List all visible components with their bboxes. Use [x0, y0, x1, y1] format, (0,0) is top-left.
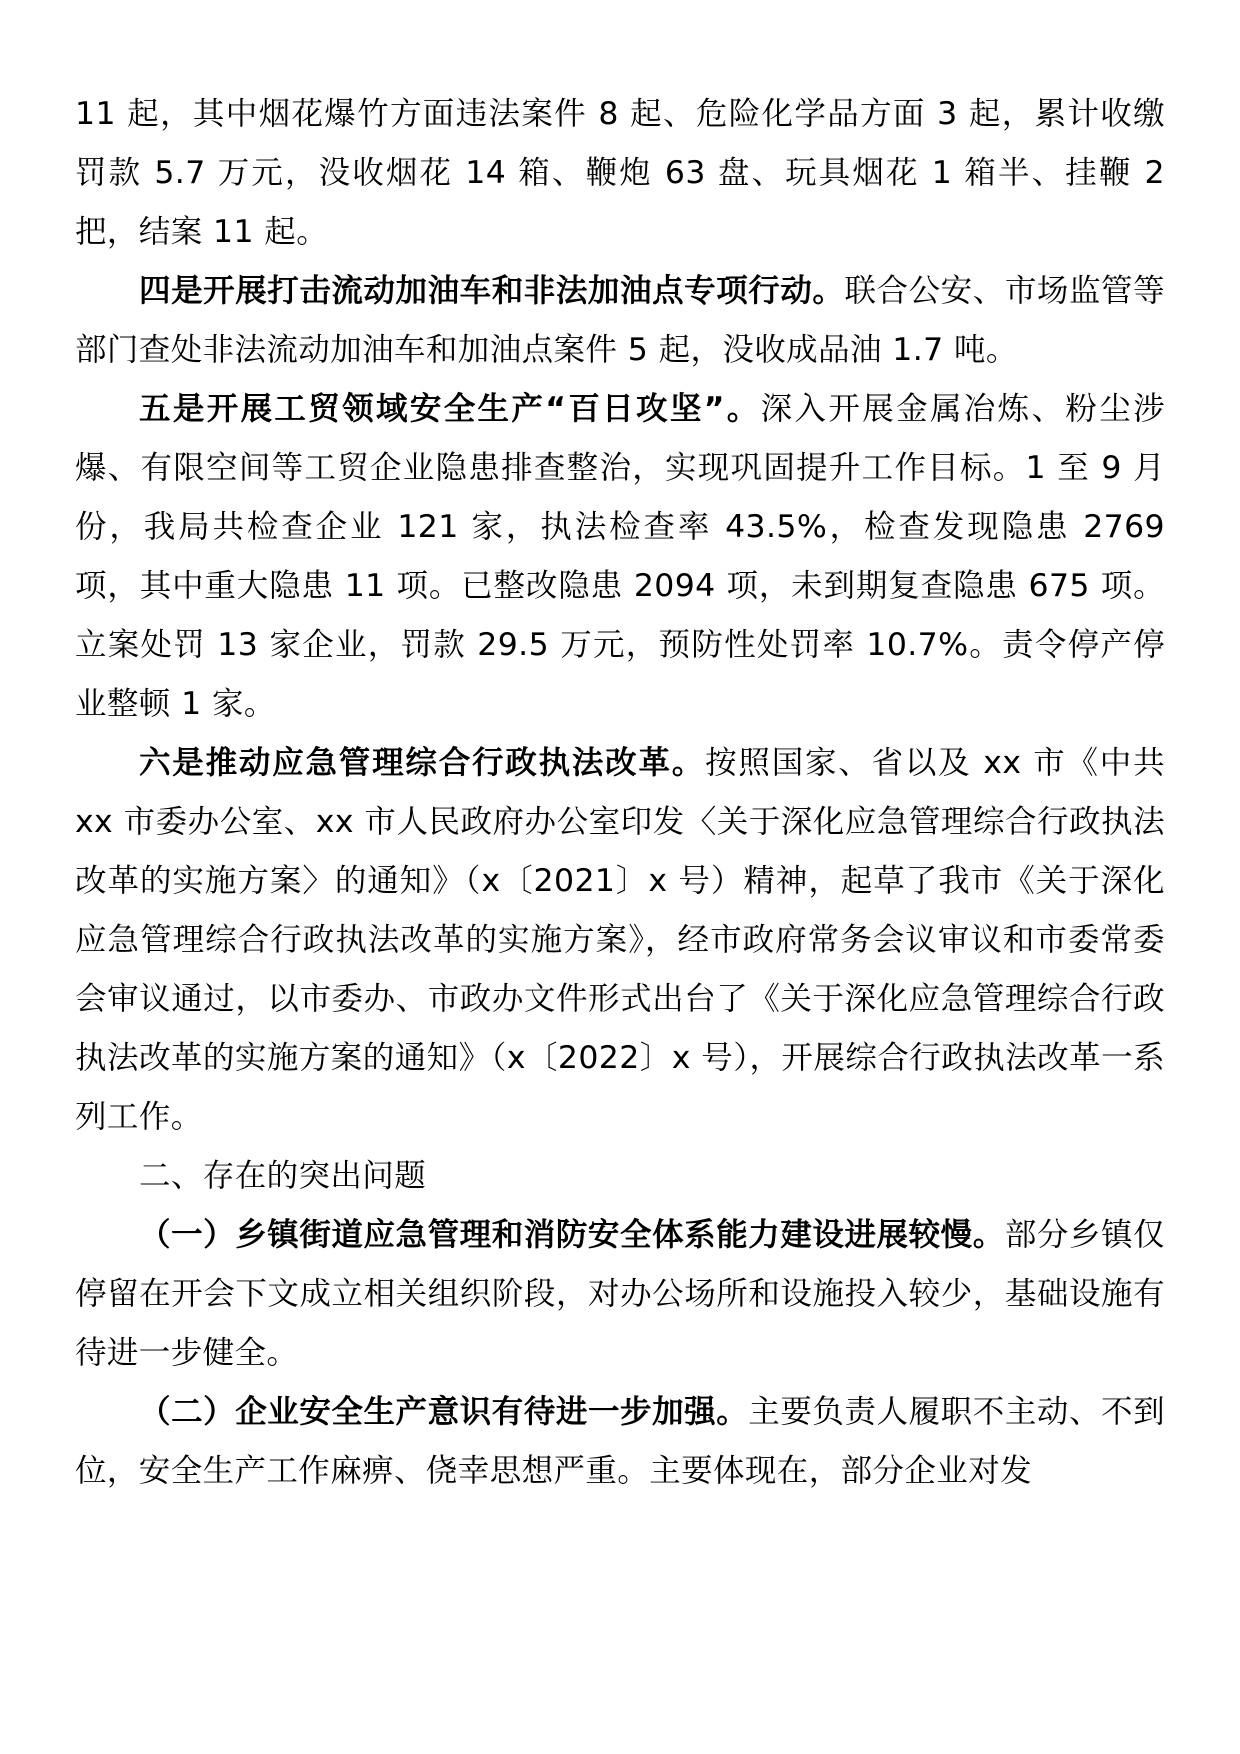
- paragraph-text: 按照国家、省以及 xx 市《中共 xx 市委办公室、xx 市人民政府办公室印发〈关于深化应急管理综合行政执法改革的实施方案〉的通知》（x〔2021〕x 号）精神，起草了我市《关于深化应急管理综合行政执法改革的实施方案》，经市政府常务会议审议和市委常委会审议通过，以市委办、市政办文件形式出台了《关于深化应急管理综合行政执法改革的实施方案的通知》（x〔2022〕x 号），开展综合行政执法改革一系列工作。: [75, 745, 1165, 1135]
- paragraph-lead: 五是开展工贸领域安全生产“百日攻坚”。: [139, 391, 761, 427]
- paragraph-fireworks-cases: [75, 85, 1165, 262]
- paragraph-lead: 六是推动应急管理综合行政执法改革。: [139, 745, 706, 781]
- paragraph-text: 主要负责人履职不主动、不到位，安全生产工作麻痹、侥幸思想严重。主要体现在，部分企业对发: [75, 1394, 1165, 1489]
- section-heading: 二、存在的突出问题: [139, 1158, 427, 1194]
- paragraph-enforcement-reform: [75, 734, 1165, 1147]
- paragraph-text: 联合公安、市场监管等部门查处非法流动加油车和加油点案件 5 起，没收成品油 1.7 吨。: [75, 273, 1165, 368]
- paragraph-lead: （二）企业安全生产意识有待进一步加强。: [139, 1394, 749, 1430]
- paragraph-mobile-refueling: [75, 262, 1165, 380]
- paragraph-township-capacity: [75, 1206, 1165, 1383]
- paragraph-text: 部分乡镇仅停留在开会下文成立相关组织阶段，对办公场所和设施投入较少，基础设施有待进一步健全。: [75, 1217, 1165, 1371]
- paragraph-text: 深入开展金属冶炼、粉尘涉爆、有限空间等工贸企业隐患排查整治，实现巩固提升工作目标。1 至 9 月份，我局共检查企业 121 家，执法检查率 43.5%，检查发现隐患 2769 项，其中重大隐患 11 项。已整改隐患 2094 项，未到期复查隐患 675 项。立案处罚 13 家企业，罚款 29.5 万元，预防性处罚率 10.7%。责令停产停业整顿 1 家。: [75, 391, 1165, 722]
- document-body: [75, 85, 1165, 1501]
- paragraph-text: 11 起，其中烟花爆竹方面违法案件 8 起、危险化学品方面 3 起，累计收缴罚款 5.7 万元，没收烟花 14 箱、鞭炮 63 盘、玩具烟花 1 箱半、挂鞭 2 把，结案 11 起。: [75, 96, 1165, 250]
- paragraph-enterprise-awareness: [75, 1383, 1165, 1501]
- paragraph-lead: 四是开展打击流动加油车和非法加油点专项行动。: [139, 273, 845, 309]
- paragraph-industry-safety: [75, 380, 1165, 734]
- paragraph-lead: （一）乡镇街道应急管理和消防安全体系能力建设进展较慢。: [139, 1217, 1005, 1253]
